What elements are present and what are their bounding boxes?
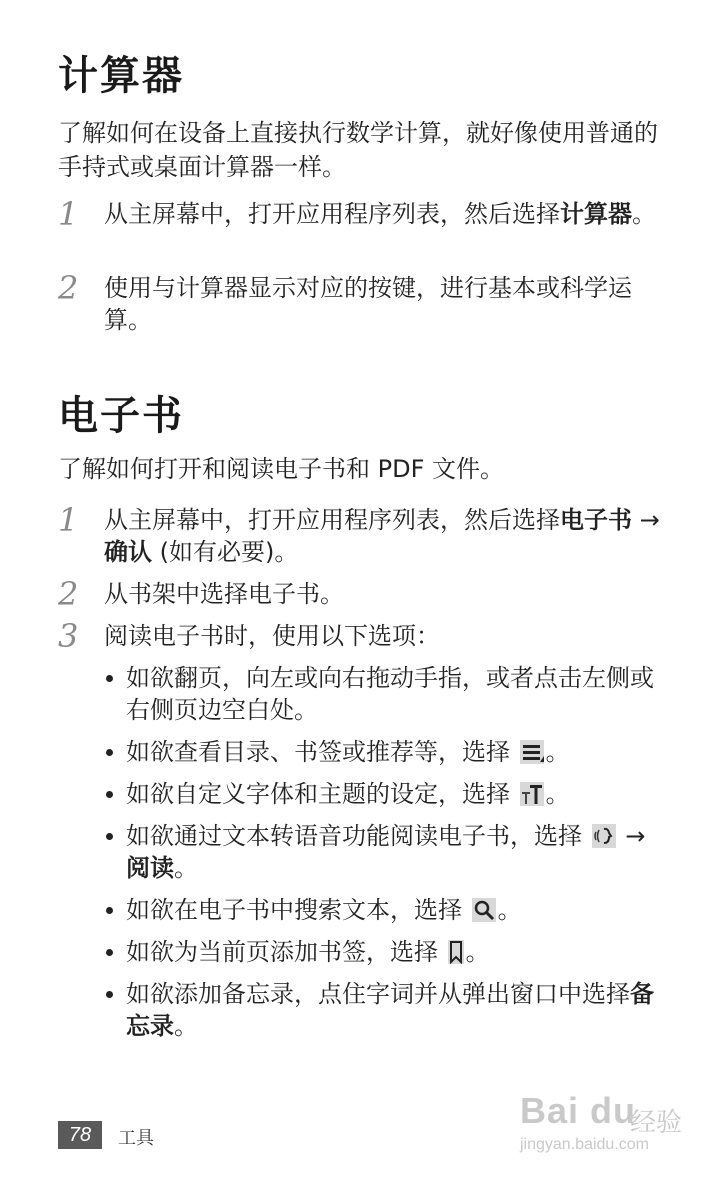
- font-icon: [520, 782, 544, 806]
- section-title-ebook: 电子书: [58, 393, 184, 439]
- step-text: 阅读电子书时，使用以下选项：: [104, 622, 440, 650]
- watermark-url: jingyan.baidu.com: [520, 1136, 649, 1153]
- bullet-text: 如欲自定义字体和主题的设定，选择: [126, 780, 510, 808]
- list-icon: [520, 740, 544, 764]
- step-number: 2: [58, 269, 79, 307]
- page-number: 78: [58, 1121, 102, 1149]
- list-item: [104, 662, 674, 726]
- arrow: →: [639, 506, 660, 534]
- bullet-end: 。: [545, 738, 570, 766]
- bullet-end: 。: [174, 1012, 198, 1040]
- step-bold: 计算器: [560, 200, 632, 228]
- step-number: 2: [58, 575, 79, 613]
- bullet-end: 。: [174, 854, 198, 882]
- bullet: [106, 791, 113, 798]
- section-title-calculator: 计算器: [58, 53, 184, 99]
- bullet: [106, 907, 113, 914]
- bookmark-icon: [448, 940, 464, 964]
- step-number: 3: [58, 617, 79, 655]
- calculator-intro: 了解如何在设备上直接执行数学计算，就好像使用普通的手持式或桌面计算器一样。: [58, 119, 658, 181]
- bullet-text: 如欲通过文本转语音功能阅读电子书，选择: [126, 822, 582, 850]
- watermark-cn: 经验: [630, 1108, 683, 1138]
- bullet-end: 。: [545, 780, 570, 808]
- step-text: 从主屏幕中，打开应用程序列表，然后选择: [104, 506, 560, 534]
- text-to-speech-icon: [592, 824, 616, 848]
- bullet: [106, 833, 113, 840]
- step-number: 1: [58, 195, 79, 233]
- step-text: 从书架中选择电子书。: [104, 580, 344, 608]
- list-item: [104, 820, 674, 884]
- step-text: 从主屏幕中，打开应用程序列表，然后选择: [104, 200, 560, 228]
- list-item: [104, 894, 674, 926]
- bullet-bold: 备忘录: [126, 980, 654, 1040]
- bullet-end: 。: [465, 938, 490, 966]
- step-end: (如有必要)。: [159, 538, 299, 566]
- ebook-step-3: [58, 617, 678, 655]
- bullet: [106, 749, 113, 756]
- bullet-bold: 阅读: [126, 854, 174, 882]
- bullet-text: 如欲为当前页添加书签，选择: [126, 938, 438, 966]
- arrow: →: [625, 822, 646, 850]
- bullet-text: 如欲添加备忘录，点住字词并从弹出窗口中选择: [126, 980, 630, 1008]
- ebook-intro: 了解如何打开和阅读电子书和 PDF 文件。: [58, 455, 505, 483]
- bullet: [106, 949, 113, 956]
- bullet: [106, 991, 113, 998]
- section-label: 工具: [118, 1128, 154, 1149]
- list-item: [104, 736, 674, 768]
- step-bold-confirm: 确认: [104, 538, 152, 566]
- calculator-step-2: [58, 269, 678, 336]
- bullet-text: 如欲查看目录、书签或推荐等，选择: [126, 738, 510, 766]
- bullet-text: 如欲在电子书中搜索文本，选择: [126, 896, 462, 924]
- step-text: 使用与计算器显示对应的按键，进行基本或科学运算。: [104, 274, 632, 334]
- ebook-options-list: [104, 662, 674, 1052]
- ebook-step-1: [58, 501, 678, 568]
- bullet-text: 如欲翻页，向左或向右拖动手指，或者点击左侧或右侧页边空白处。: [126, 664, 654, 724]
- ebook-step-2: [58, 575, 678, 613]
- bullet: [106, 675, 113, 682]
- step-number: 1: [58, 501, 79, 539]
- list-item: [104, 978, 674, 1042]
- watermark: [520, 1086, 710, 1166]
- step-end: 。: [632, 200, 656, 228]
- step-bold-ebook: 电子书: [560, 506, 632, 534]
- watermark-logo: Bai du: [520, 1090, 637, 1131]
- list-item: [104, 778, 674, 810]
- search-icon: [472, 898, 496, 922]
- bullet-end: 。: [497, 896, 522, 924]
- list-item: [104, 936, 674, 968]
- calculator-step-1: [58, 195, 678, 233]
